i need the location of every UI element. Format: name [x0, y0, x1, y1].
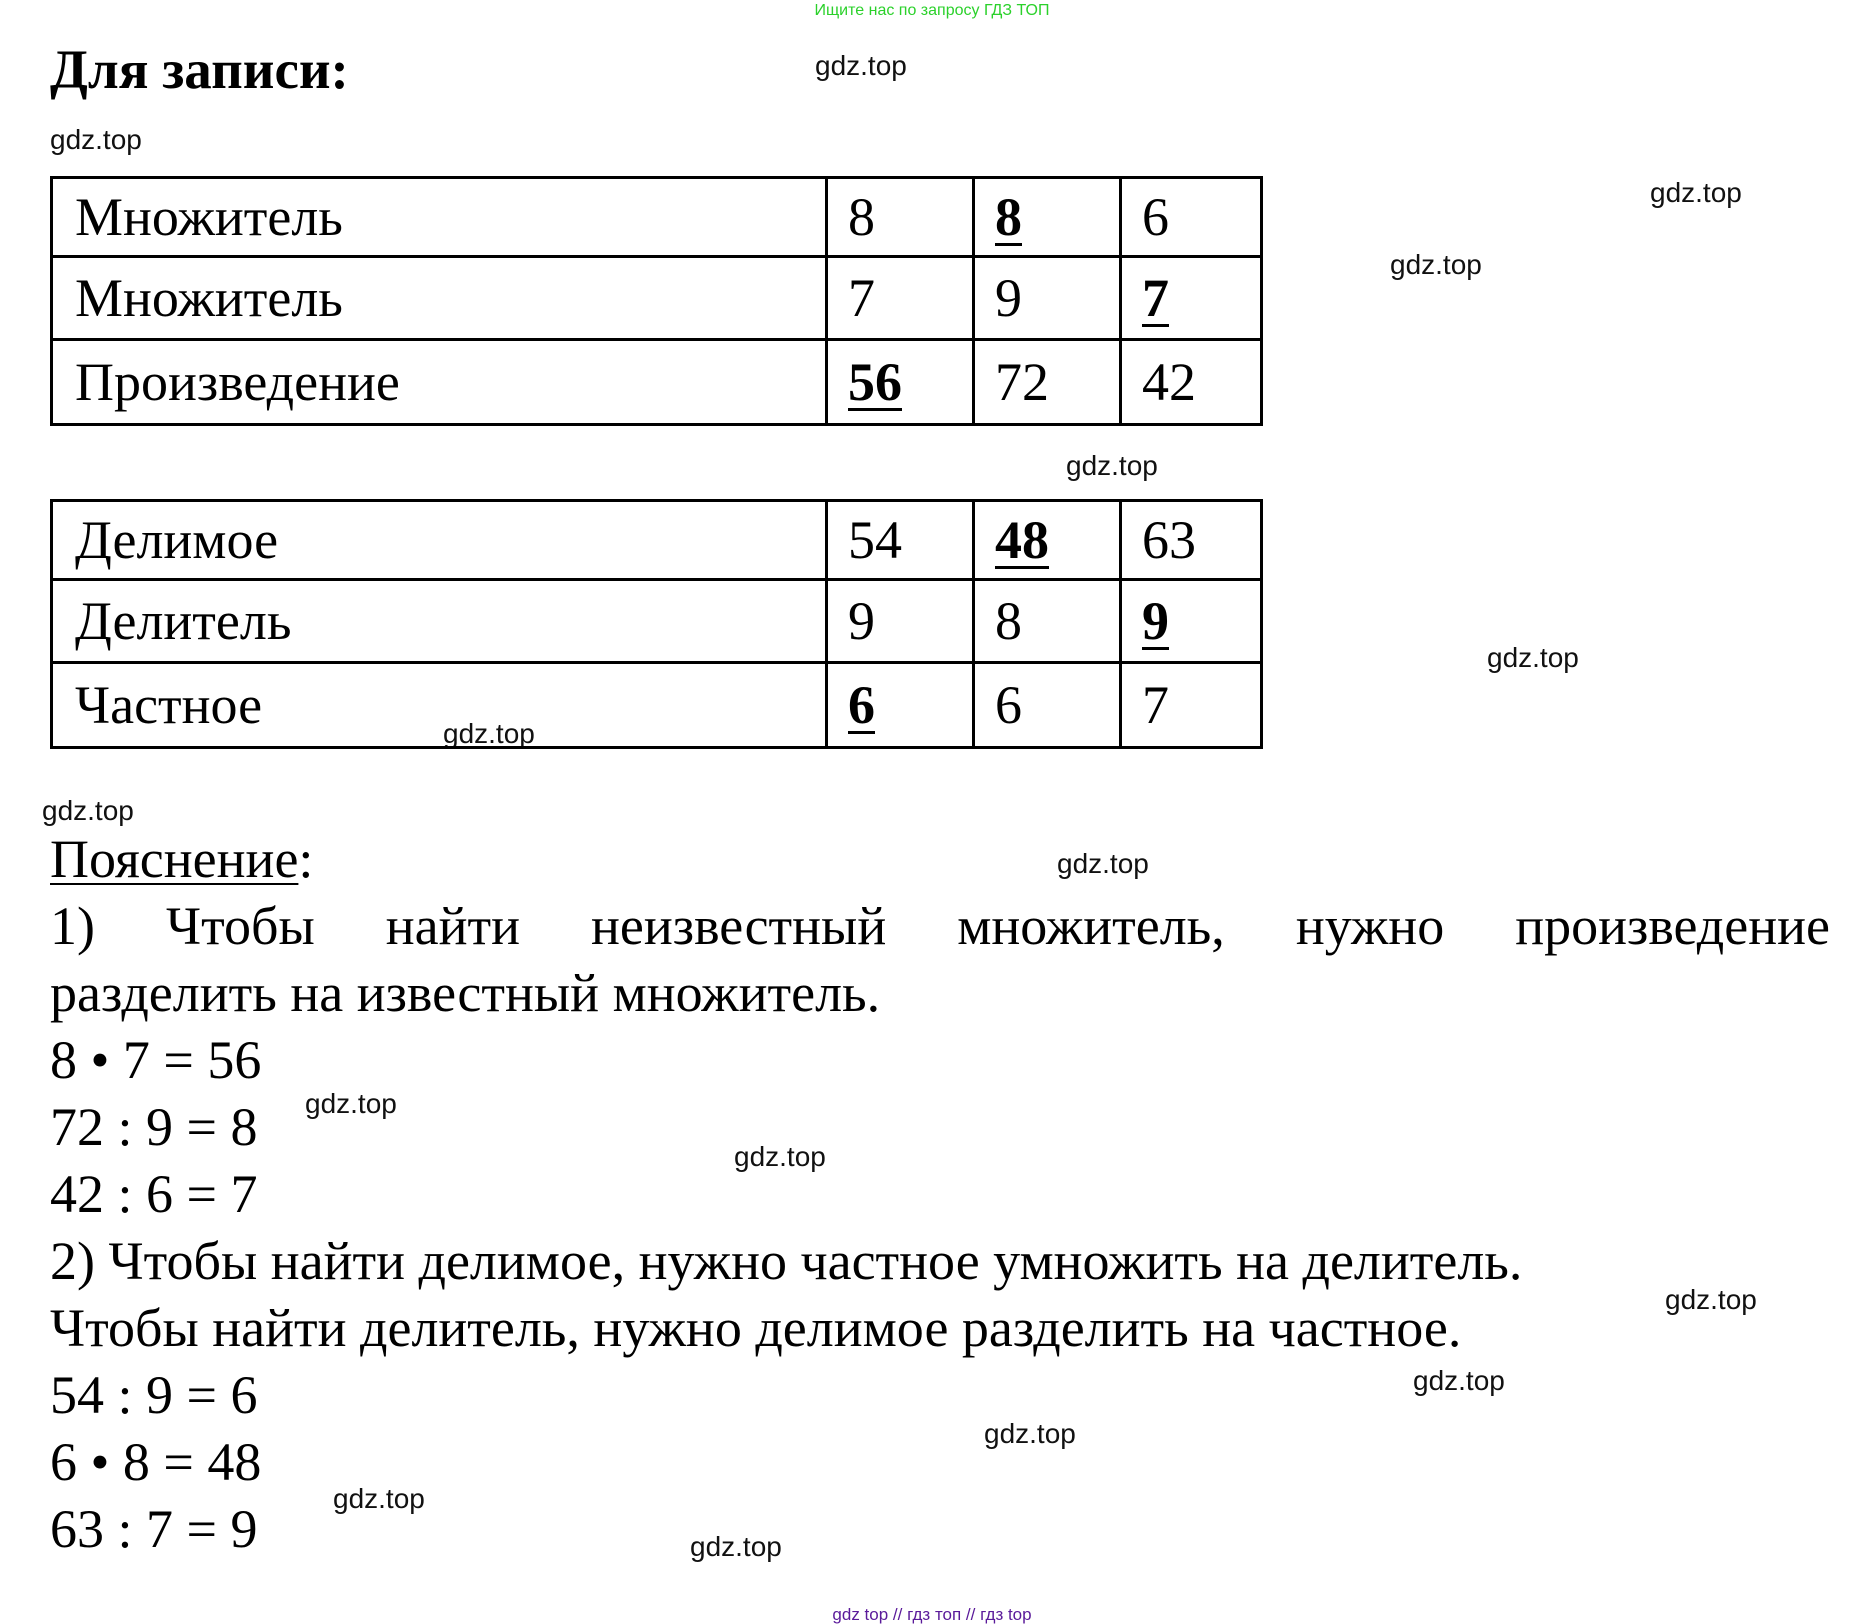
watermark: gdz.top — [50, 124, 142, 155]
row-label: Множитель — [52, 178, 827, 257]
table-cell: 7 — [1121, 663, 1262, 748]
answer-cell: 6 — [827, 663, 974, 748]
rule1-line1 — [50, 896, 1830, 956]
division-table — [50, 499, 1263, 749]
watermark: gdz.top — [815, 50, 907, 81]
top-banner: Ищите нас по запросу ГДЗ ТОП — [814, 2, 1050, 19]
answer-cell: 48 — [974, 501, 1121, 580]
equation: 6 • 8 = 48 — [50, 1432, 262, 1492]
watermark: gdz.top — [734, 1141, 826, 1172]
table-row — [52, 580, 1262, 663]
table-cell: 9 — [827, 580, 974, 663]
answer-cell: 56 — [827, 340, 974, 425]
watermark: gdz.top — [1066, 450, 1158, 481]
watermark: gdz.top — [1650, 177, 1742, 208]
word: неизвестный — [591, 896, 887, 956]
table-cell: 6 — [1121, 178, 1262, 257]
page-heading: Для записи: — [50, 39, 349, 100]
row-label: Множитель — [52, 257, 827, 340]
watermark: gdz.top — [42, 795, 134, 826]
explanation-title-text: Пояснение — [50, 829, 299, 889]
word: нужно — [1295, 896, 1445, 956]
watermark: gdz.top — [333, 1483, 425, 1514]
watermark: gdz.top — [690, 1531, 782, 1562]
table-cell: 54 — [827, 501, 974, 580]
equation: 54 : 9 = 6 — [50, 1365, 258, 1425]
table-cell: 7 — [827, 257, 974, 340]
watermark: gdz.top — [305, 1088, 397, 1119]
table-cell: 8 — [827, 178, 974, 257]
watermark: gdz.top — [1057, 848, 1149, 879]
row-label: Частное — [52, 663, 827, 748]
word: найти — [385, 896, 520, 956]
row-label: Произведение — [52, 340, 827, 425]
equation: 72 : 9 = 8 — [50, 1097, 258, 1157]
table-cell: 9 — [974, 257, 1121, 340]
watermark: gdz.top — [1665, 1284, 1757, 1315]
rule2-line2: Чтобы найти делитель, нужно делимое разделить на частное. — [50, 1298, 1462, 1358]
watermark: gdz.top — [1413, 1365, 1505, 1396]
table-cell: 72 — [974, 340, 1121, 425]
equation: 42 : 6 = 7 — [50, 1164, 258, 1224]
explanation-title-colon: : — [298, 829, 314, 889]
word: Чтобы — [165, 896, 315, 956]
watermark: gdz.top — [984, 1418, 1076, 1449]
watermark: gdz.top — [443, 718, 535, 749]
table-cell: 8 — [974, 580, 1121, 663]
word: 1) — [50, 896, 95, 956]
explanation-title — [50, 829, 314, 889]
table-row — [52, 501, 1262, 580]
word: множитель, — [957, 896, 1225, 956]
multiplication-table — [50, 176, 1263, 426]
rule1-line2: разделить на известный множитель. — [50, 963, 881, 1023]
table-row — [52, 257, 1262, 340]
word: произведение — [1515, 896, 1830, 956]
row-label: Делимое — [52, 501, 827, 580]
table-cell: 6 — [974, 663, 1121, 748]
row-label: Делитель — [52, 580, 827, 663]
answer-cell: 8 — [974, 178, 1121, 257]
table-row — [52, 663, 1262, 748]
table-row — [52, 178, 1262, 257]
equation: 63 : 7 = 9 — [50, 1499, 258, 1559]
watermark: gdz.top — [1390, 249, 1482, 280]
table-row — [52, 340, 1262, 425]
answer-cell: 9 — [1121, 580, 1262, 663]
footer: gdz top // гдз топ // гдз top — [832, 1605, 1032, 1624]
rule2-line1: 2) Чтобы найти делимое, нужно частное умножить на делитель. — [50, 1231, 1523, 1291]
watermark: gdz.top — [1487, 642, 1579, 673]
table-cell: 42 — [1121, 340, 1262, 425]
answer-cell: 7 — [1121, 257, 1262, 340]
equation: 8 • 7 = 56 — [50, 1030, 262, 1090]
table-cell: 63 — [1121, 501, 1262, 580]
